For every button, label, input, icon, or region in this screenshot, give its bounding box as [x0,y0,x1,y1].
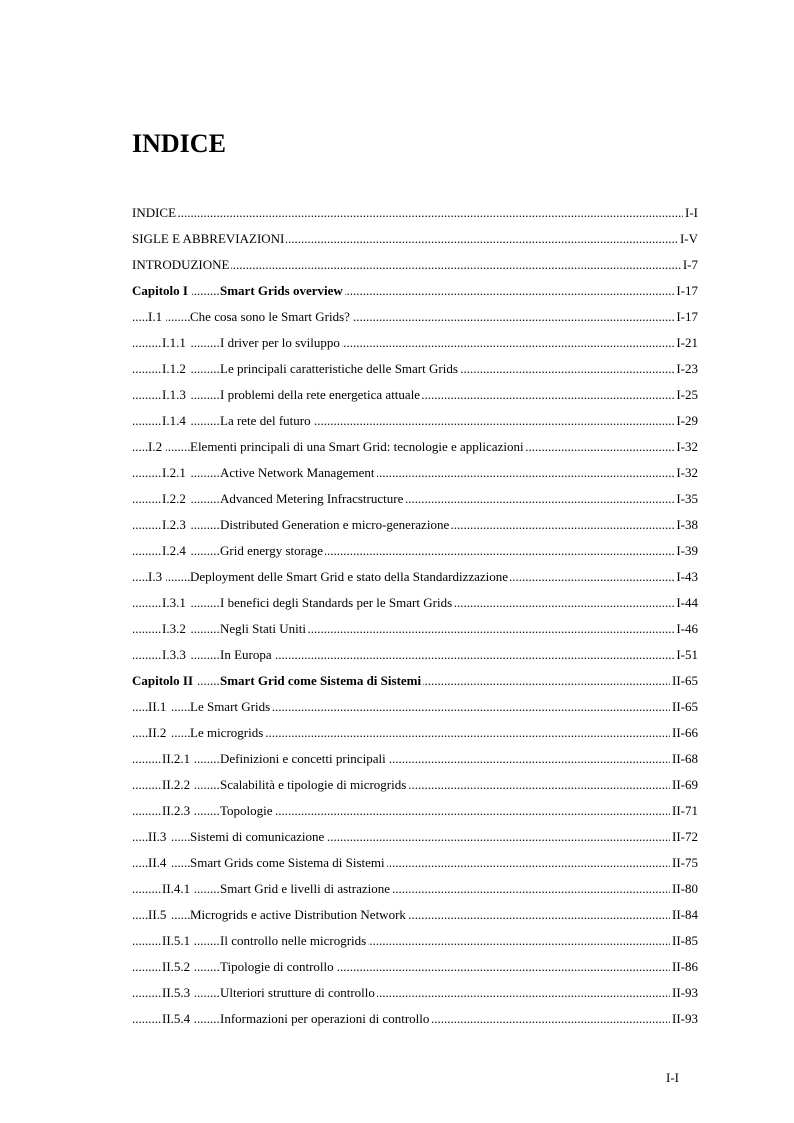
toc-entry-page: I-32 [674,460,698,486]
toc-entry-title: Informazioni per operazioni di controllo [220,1006,431,1032]
table-of-contents [132,200,698,1032]
dot-leader [132,798,698,824]
toc-entry-title: Distributed Generation e micro-generazione [220,512,451,538]
toc-entry-page: I-21 [674,330,698,356]
dot-leader [132,486,698,512]
toc-entry[interactable] [132,538,698,564]
toc-entry-page: I-17 [674,304,698,330]
toc-entry-title: Smart Grids come Sistema di Sistemi [190,850,387,876]
toc-entry-number: I.3.3 [162,642,190,668]
toc-entry-title: Smart Grid come Sistema di Sistemi [220,668,423,694]
toc-entry[interactable] [132,460,698,486]
toc-entry[interactable] [132,1006,698,1032]
toc-entry[interactable] [132,746,698,772]
toc-entry-page: I-25 [674,382,698,408]
toc-entry-page: II-69 [670,772,698,798]
toc-entry-page: I-35 [674,486,698,512]
toc-entry-number: II.2.2 [162,772,194,798]
toc-entry-title: Grid energy storage [220,538,325,564]
toc-entry-page: II-93 [670,980,698,1006]
toc-entry-page: I-38 [674,512,698,538]
toc-entry-page: II-72 [670,824,698,850]
toc-entry-title: Scalabilità e tipologie di microgrids [220,772,408,798]
toc-entry-title: In Europa [220,642,274,668]
toc-entry-page: I-39 [674,538,698,564]
toc-entry[interactable] [132,928,698,954]
toc-entry[interactable] [132,902,698,928]
toc-entry-title: Deployment delle Smart Grid e stato della Standardizzazione [190,564,510,590]
toc-entry-page: I-32 [674,434,698,460]
toc-entry[interactable] [132,668,698,694]
toc-entry[interactable] [132,564,698,590]
toc-entry-number: I.1 [148,304,166,330]
toc-entry-number: II.1 [148,694,170,720]
dot-leader [132,330,698,356]
toc-entry-number: II.4.1 [162,876,194,902]
toc-entry-title: Tipologie di controllo [220,954,336,980]
toc-entry-page: II-65 [670,668,698,694]
toc-entry[interactable] [132,590,698,616]
dot-leader [132,538,698,564]
page-number: I-I [666,1070,679,1085]
toc-entry[interactable] [132,798,698,824]
toc-entry-title: Microgrids e active Distribution Network [190,902,408,928]
toc-entry[interactable] [132,356,698,382]
toc-entry-title: SIGLE E ABBREVIAZIONI [132,226,286,252]
toc-entry-number: I.1.1 [162,330,190,356]
toc-entry-page: I-17 [674,278,698,304]
toc-entry-number: I.1.4 [162,408,190,434]
toc-entry[interactable] [132,278,698,304]
toc-entry-number: II.2.1 [162,746,194,772]
toc-entry-page: I-29 [674,408,698,434]
dot-leader [132,772,698,798]
toc-entry[interactable] [132,200,698,226]
toc-entry-number: II.3 [148,824,170,850]
dot-leader [132,408,698,434]
toc-entry-number: II.5.4 [162,1006,194,1032]
toc-entry-title: Definizioni e concetti principali [220,746,388,772]
dot-leader [132,928,698,954]
toc-entry-number: I.1.2 [162,356,190,382]
toc-entry[interactable] [132,226,698,252]
toc-entry-number: Capitolo II [132,668,197,694]
toc-entry-title: I problemi della rete energetica attuale [220,382,422,408]
toc-entry-title: Advanced Metering Infracstructure [220,486,405,512]
toc-entry-page: II-75 [670,850,698,876]
toc-entry-number: I.1.3 [162,382,190,408]
toc-entry[interactable] [132,772,698,798]
toc-entry-title: Il controllo nelle microgrids [220,928,368,954]
toc-entry[interactable] [132,330,698,356]
toc-entry[interactable] [132,304,698,330]
toc-entry-number: II.5.2 [162,954,194,980]
toc-entry[interactable] [132,694,698,720]
toc-entry-page: I-46 [674,616,698,642]
toc-entry-number: II.5.1 [162,928,194,954]
toc-entry-page: I-43 [674,564,698,590]
toc-entry-title: Le Smart Grids [190,694,272,720]
dot-leader [132,954,698,980]
toc-entry-page: I-I [683,200,698,226]
toc-entry-number: I.3 [148,564,166,590]
toc-entry-page: II-86 [670,954,698,980]
dot-leader [132,876,698,902]
toc-entry-title: Topologie [220,798,275,824]
toc-entry-number: I.2.2 [162,486,190,512]
toc-entry-page: II-66 [670,720,698,746]
toc-entry-title: Le principali caratteristiche delle Smart Grids [220,356,460,382]
toc-entry-number: I.2.3 [162,512,190,538]
dot-leader [132,460,698,486]
toc-entry-page: II-80 [670,876,698,902]
toc-entry-page: I-V [678,226,698,252]
toc-entry[interactable] [132,252,698,278]
toc-entry-title: I driver per lo sviluppo [220,330,342,356]
toc-entry-title: Negli Stati Uniti [220,616,308,642]
toc-entry-page: II-71 [670,798,698,824]
dot-leader [132,200,698,226]
toc-entry[interactable] [132,850,698,876]
toc-entry-number: II.4 [148,850,170,876]
toc-entry-page: I-23 [674,356,698,382]
toc-entry-title: INDICE [132,200,178,226]
toc-entry[interactable] [132,382,698,408]
toc-entry[interactable] [132,876,698,902]
toc-entry[interactable] [132,642,698,668]
toc-entry-title: Active Network Management [220,460,377,486]
toc-entry[interactable] [132,720,698,746]
toc-entry[interactable] [132,980,698,1006]
toc-entry[interactable] [132,408,698,434]
toc-entry-number: II.5 [148,902,170,928]
toc-entry[interactable] [132,434,698,460]
toc-entry-page: I-7 [681,252,698,278]
dot-leader [132,278,698,304]
dot-leader [132,616,698,642]
toc-entry[interactable] [132,512,698,538]
toc-entry-number: I.2 [148,434,166,460]
dot-leader [132,642,698,668]
dot-leader [132,746,698,772]
toc-entry[interactable] [132,486,698,512]
toc-entry-number: Capitolo I [132,278,192,304]
toc-entry-number: I.3.1 [162,590,190,616]
toc-entry-title: Smart Grids overview [220,278,345,304]
toc-entry-number: I.2.4 [162,538,190,564]
toc-entry-number: II.5.3 [162,980,194,1006]
toc-entry-number: I.3.2 [162,616,190,642]
dot-leader [132,980,698,1006]
toc-entry-title: Elementi principali di una Smart Grid: tecnologie e applicazioni [190,434,526,460]
toc-entry-page: II-68 [670,746,698,772]
toc-entry-title: Sistemi di comunicazione [190,824,326,850]
toc-entry[interactable] [132,616,698,642]
toc-entry-title: La rete del futuro [220,408,313,434]
toc-entry-title: I benefici degli Standards per le Smart Grids [220,590,454,616]
toc-entry-page: I-51 [674,642,698,668]
toc-entry-title: Ulteriori strutture di controllo [220,980,377,1006]
toc-entry[interactable] [132,954,698,980]
toc-entry-title: Che cosa sono le Smart Grids? [190,304,352,330]
toc-entry-page: I-44 [674,590,698,616]
toc-entry-number: II.2 [148,720,170,746]
toc-entry[interactable] [132,824,698,850]
toc-entry-page: II-93 [670,1006,698,1032]
toc-entry-number: I.2.1 [162,460,190,486]
toc-entry-title: Smart Grid e livelli di astrazione [220,876,392,902]
toc-entry-page: II-84 [670,902,698,928]
toc-entry-number: II.2.3 [162,798,194,824]
page-title: INDICE [132,129,226,158]
toc-entry-page: II-85 [670,928,698,954]
toc-entry-page: II-65 [670,694,698,720]
toc-entry-title: Le microgrids [190,720,265,746]
toc-entry-title: INTRODUZIONE [132,252,231,278]
